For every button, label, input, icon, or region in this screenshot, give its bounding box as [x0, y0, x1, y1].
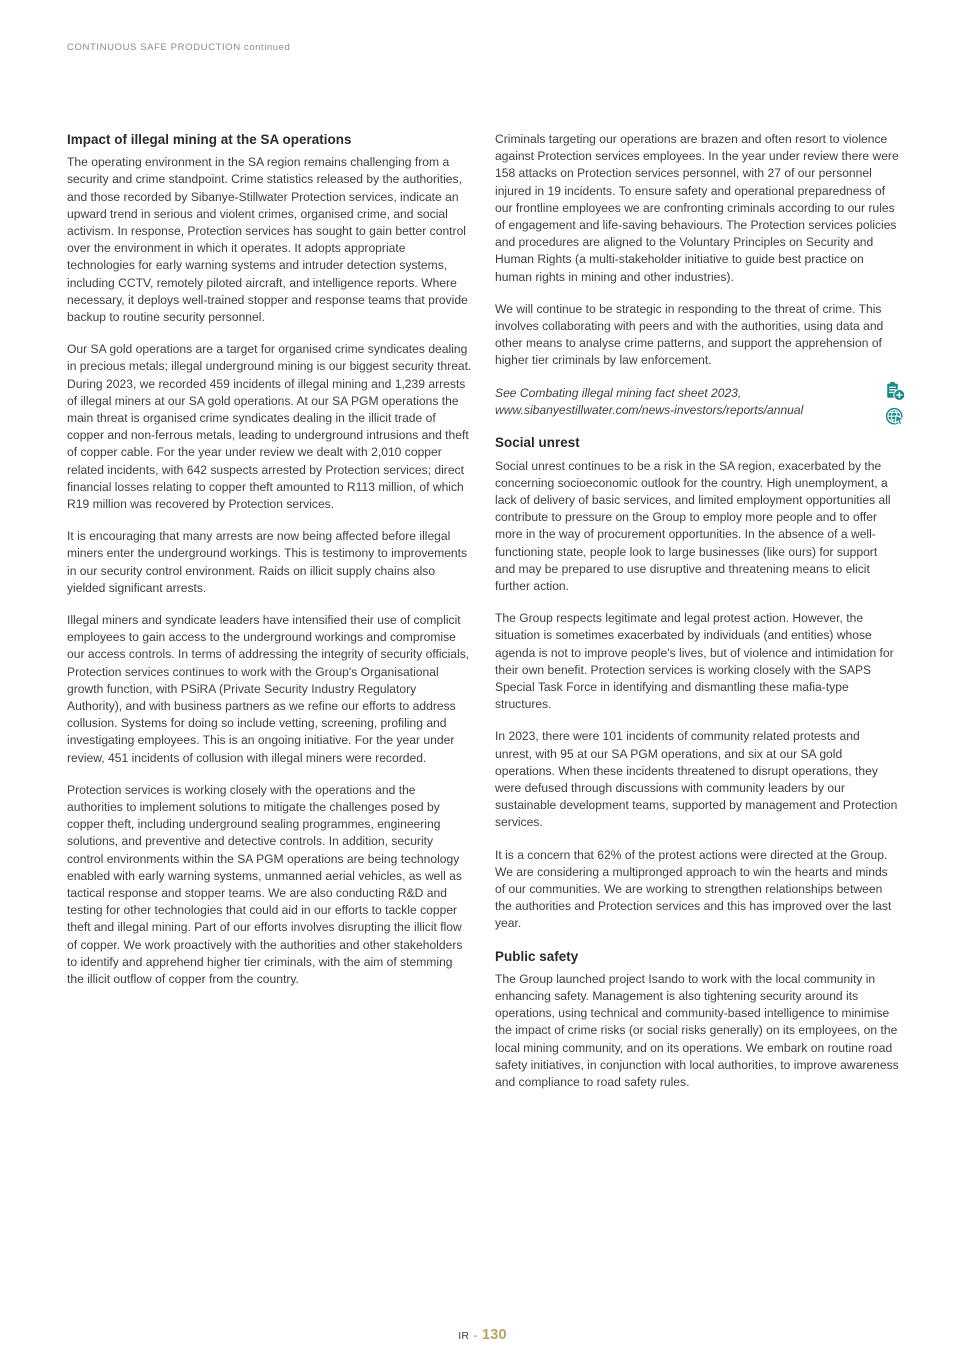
left-column [67, 131, 472, 988]
social-unrest-paragraph-4: It is a concern that 62% of the protest actions were directed at the Group. We are considering a multipronged approach to win the hearts and minds of our communities. We are working to strengthen relationships between the authorities and Protection services and this has improved over the last year. [495, 847, 892, 931]
website-link-icon[interactable] [884, 405, 906, 428]
reference-text: See Combating illegal mining fact sheet 2023, www.sibanyestillwater.com/news-investors/reports/annual [495, 385, 804, 418]
page-footer [0, 1327, 965, 1343]
left-paragraph-5: Protection services is working closely with the operations and the authorities to implement solutions to mitigate the challenges posed by copper theft, including underground sealing programmes, engineering solutions, and preventive and detective controls. In addition, security control environments within the SA PGM operations are being technology enabled with early warning systems, unmanned aerial vehicles, as well as tactical response and stopper teams. We are also conducting R&D and testing for other technologies that could aid in our efforts to tackle copper theft and illegal mining. Part of our efforts involves disrupting the illicit flow of copper. We work proactively with the authorities and other stakeholders to identify and apprehend higher tier criminals, with the aim of stemming the illicit outflow of copper from the country. [67, 782, 463, 987]
fact-sheet-icon[interactable] [884, 381, 906, 404]
running-header: CONTINUOUS SAFE PRODUCTION continued [67, 42, 291, 53]
left-paragraph-3: It is encouraging that many arrests are now being affected before illegal miners enter the underground workings. This is testimony to improvements in our security control environment. Raids on illicit supply chains also yielded significant arrests. [67, 529, 468, 595]
heading-impact-of-illegal-mining: Impact of illegal mining at the SA operations [67, 132, 352, 147]
folio-page-number: 130 [482, 1327, 507, 1343]
public-safety-paragraph-1: The Group launched project Isando to work with the local community in enhancing safety. Management is also tightening security around its operations, using technical and community-based intelligence to minimise the impact of crime risks (or social risks generally) on its employees, on the local mining community, and on its operations. We embark on routine road safety initiatives, in conjunction with local authorities, to improve awareness and compliance to road safety rules. [495, 971, 899, 1090]
left-paragraph-1: The operating environment in the SA region remains challenging from a security and crime standpoint. Crime statistics released by the authorities, and those recorded by Sibanye-Stillwater Protection services, indicate an upward trend in serious and violent crimes, organised crime, and social activism. In response, Protection services has sought to gain better control over the environment in which it operates. It adopts appropriate technologies for early warning systems and intruder detection systems, including CCTV, remotely piloted aircraft, and intelligence reports. Where necessary, it deploys well-trained stopper and response teams that provide backup to routine security personnel. [67, 155, 468, 324]
social-unrest-paragraph-2: The Group respects legitimate and legal protest action. However, the situation is sometimes exacerbated by individuals (and entities) whose agenda is not to improve people's lives, but of violence and intimidation for their own benefit. Protection services is working closely with the SAPS Special Task Force in identifying and dismantling these mafia-type structures. [495, 611, 894, 712]
social-unrest-paragraph-3: In 2023, there were 101 incidents of community related protests and unrest, with 95 at our SA PGM operations, and six at our SA gold operations. When these incidents threatened to disrupt operations, they were defused through discussions with community leaders by our sustainable development teams, supported by management and Protection services. [495, 729, 898, 830]
folio-prefix: IR [458, 1330, 470, 1342]
right-paragraph-2: We will continue to be strategic in responding to the threat of crime. This involves collaborating with peers and with the authorities, using data and other means to analyse crime patterns, and support the apprehension of higher tier criminals by law enforcement. [495, 301, 884, 368]
right-column [495, 131, 900, 1091]
left-paragraph-4: Illegal miners and syndicate leaders have intensified their use of complicit employees to gain access to the underground workings and compromise our access controls. In terms of addressing the integrity of security officials, Protection services continues to work with the Group's Organisational growth function, with PSiRA (Private Security Industry Regulatory Authority), and with business partners as we refine our efforts to address collusion. Systems for doing so include vetting, screening, profiling and investigating employees. This is an ongoing initiative. For the year under review, 451 incidents of collusion with illegal miners were recorded. [67, 613, 470, 765]
heading-social-unrest: Social unrest [495, 435, 580, 451]
reference-block [495, 385, 900, 420]
reference-icon-group [878, 381, 912, 428]
heading-public-safety: Public safety [495, 948, 579, 964]
left-paragraph-2: Our SA gold operations are a target for organised crime syndicates dealing in precious metals; illegal underground mining is our biggest security threat. During 2023, we recorded 459 incidents of illegal mining and 1,239 arrests of illegal miners at our SA gold operations. At our SA PGM operations the main threat is organised crime syndicates dealing in the illicit trade of copper and non-ferrous metals, leading to underground intrusions and theft of copper cable. For the year under review we dealt with 2,010 copper related incidents, with 642 suspects arrested by Protection services; direct financial losses relating to copper theft amounted to R113 million, of which R19 million was recovered by Protection services. [67, 342, 472, 512]
folio-separator: - [473, 1330, 478, 1342]
two-column-body [67, 131, 900, 1091]
social-unrest-paragraph-1: Social unrest continues to be a risk in the SA region, exacerbated by the concerning socioeconomic outlook for the country. High unemployment, a lack of delivery of basic services, and limited employment opportunities all contribute to pressure on the Group to employ more people and to offer more in the way of procurement opportunities. In the absence of a well-functioning state, people look to large businesses (like ours) for support and may be prepared to use disruptive and threatening means to elicit further action. [495, 458, 891, 594]
right-paragraph-1: Criminals targeting our operations are brazen and often resort to violence against Protection services employees. In the year under review there were 158 attacks on Protection services personnel, with 27 of our personnel injured in 19 incidents. To ensure safety and operational preparedness of our frontline employees we are confronting criminals according to our rules of engagement and life-saving behaviours. The Protection services policies and procedures are aligned to the Voluntary Principles on Security and Human Rights (a multi-stakeholder initiative to guide best practice on human rights in mining and other industries). [495, 132, 899, 284]
